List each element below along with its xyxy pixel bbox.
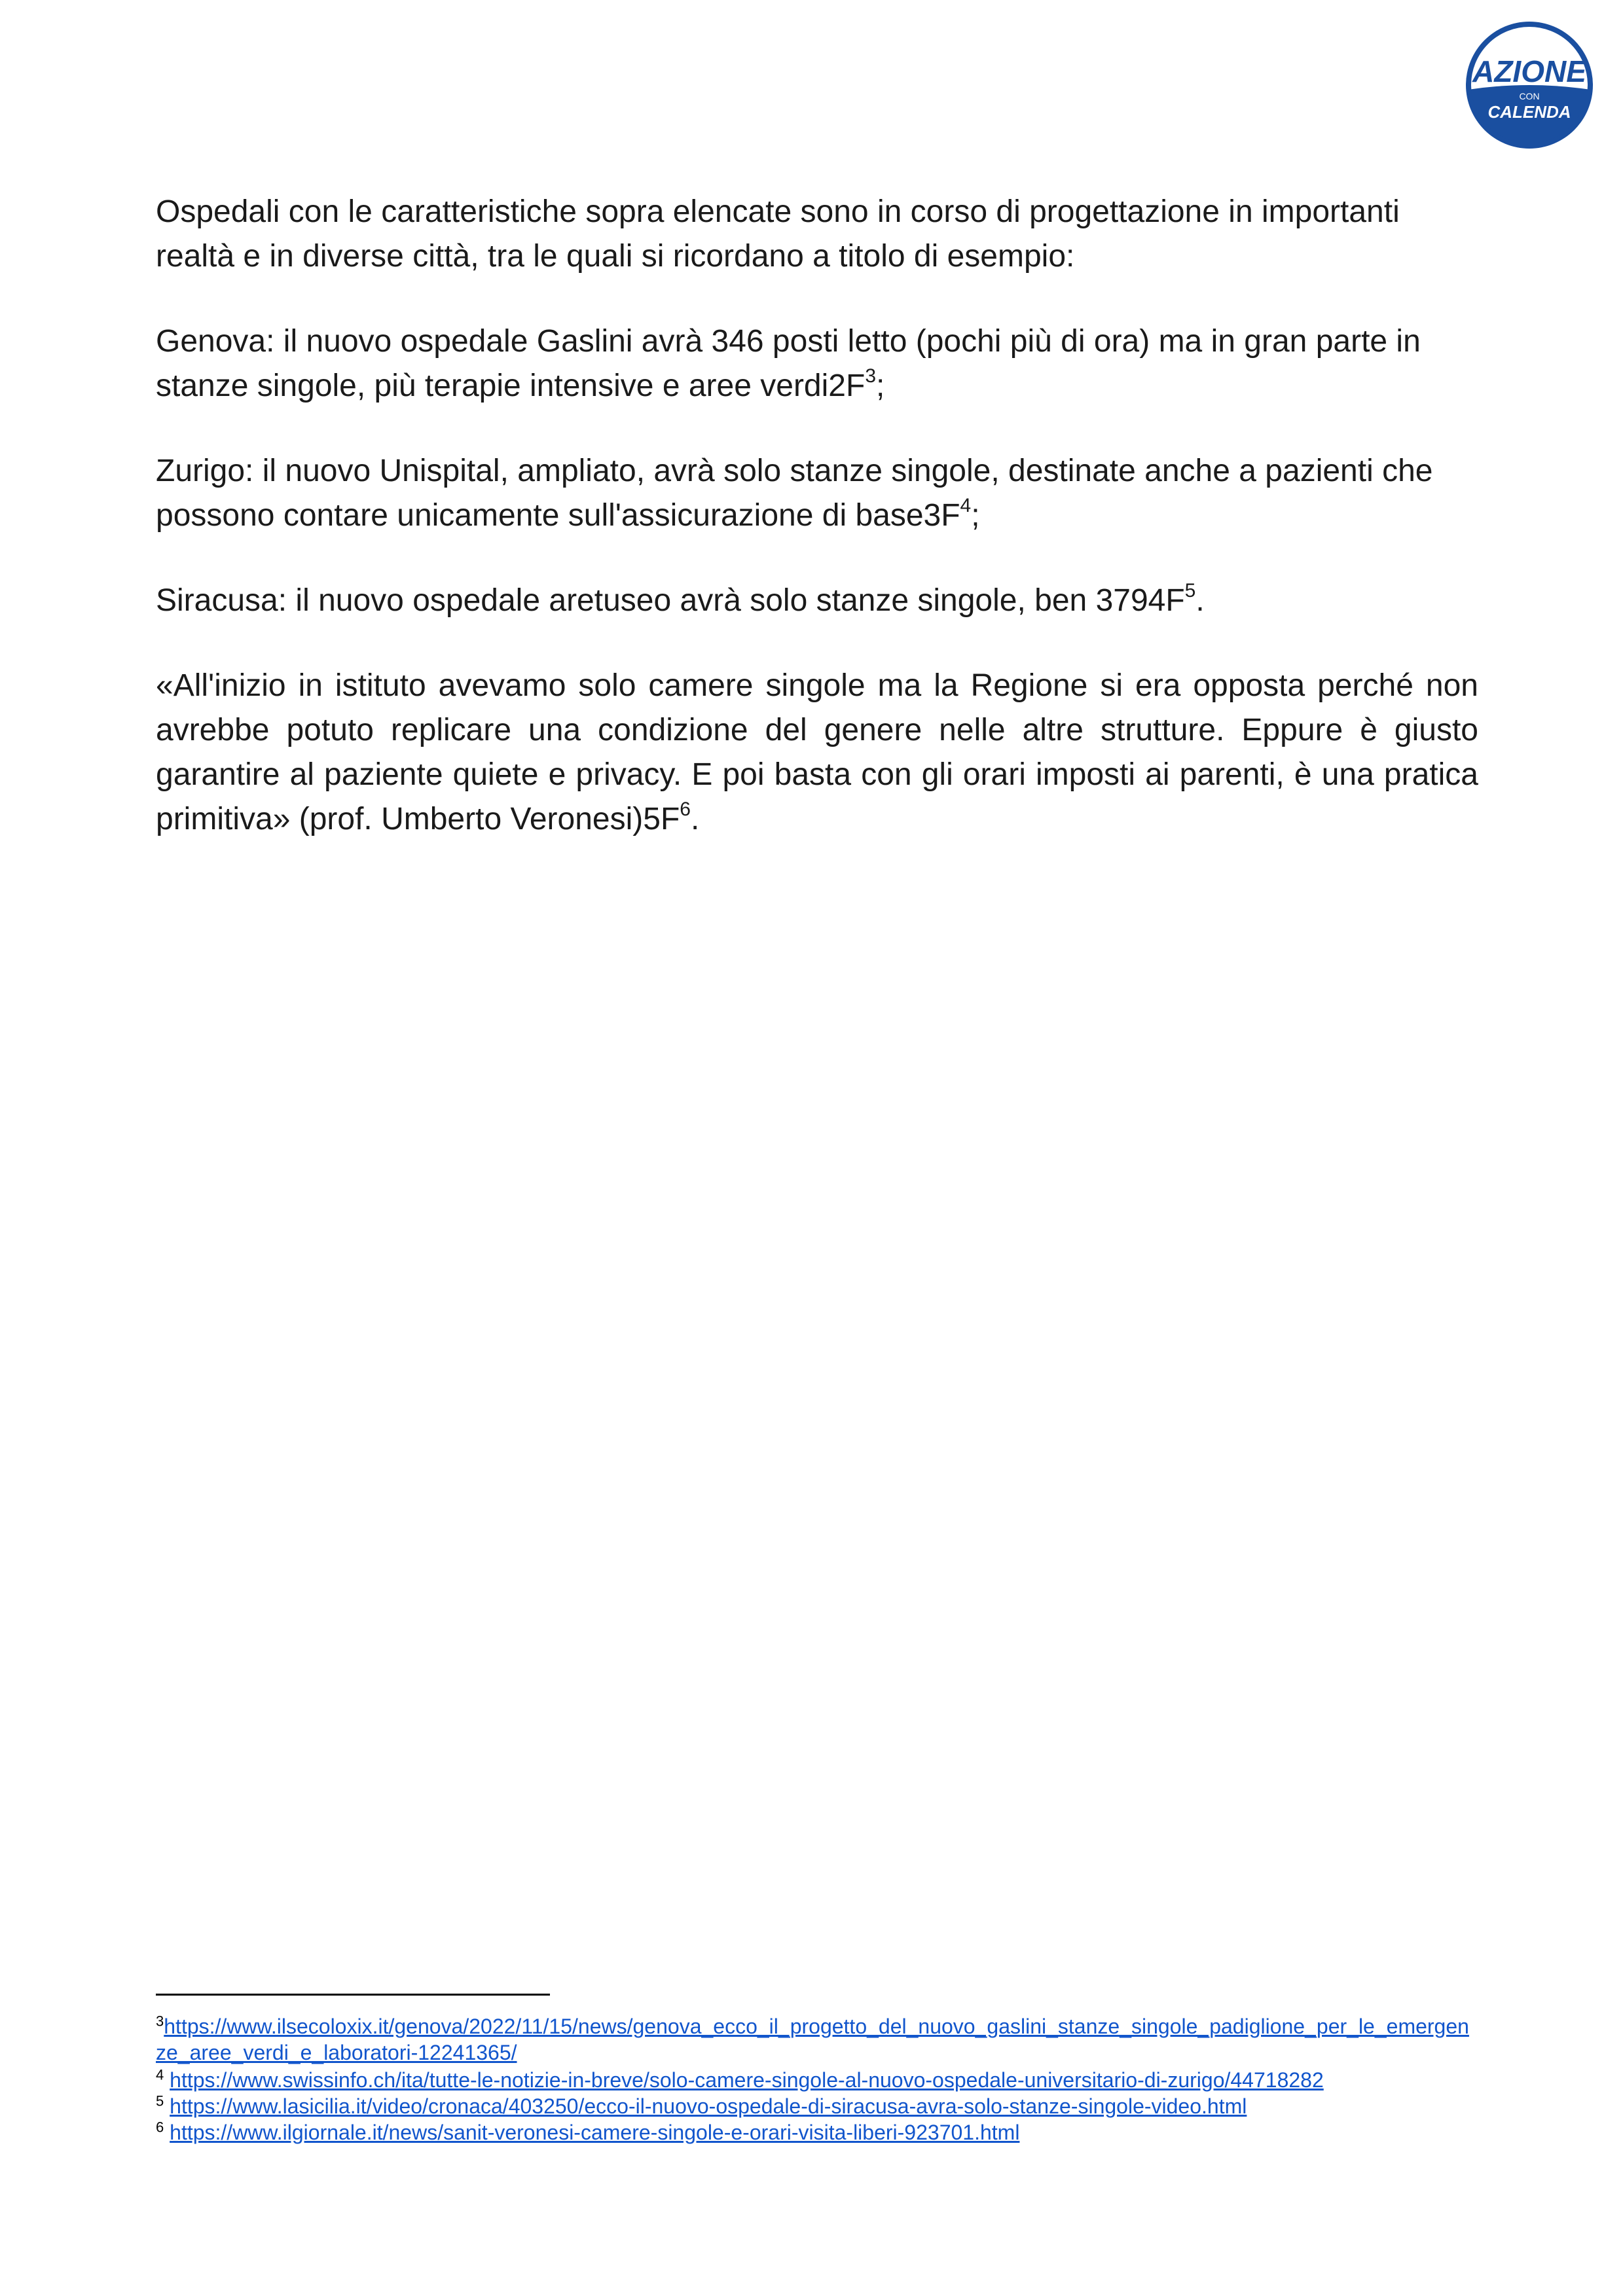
paragraph-intro: Ospedali con le caratteristiche sopra elencate sono in corso di progettazione in importanti realtà e in diverse città, tra le quali si ricordano a titolo di esempio: xyxy=(156,194,1400,274)
footnote-link[interactable]: https://www.ilsecoloxix.it/genova/2022/11/15/news/genova_ecco_il_progetto_del_nuovo_gaslini_stanze_singole_padiglione_per_le_emergenze_aree_verdi_e_laboratori-12241365/ xyxy=(156,2015,1469,2064)
footnote-link[interactable]: https://www.lasicilia.it/video/cronaca/403250/ecco-il-nuovo-ospedale-di-siracusa-avra-solo-stanze-singole-video.html xyxy=(170,2094,1247,2118)
footnote-ref-3[interactable]: 3 xyxy=(865,365,876,387)
footnote-5 xyxy=(156,2093,1478,2119)
footnote-6 xyxy=(156,2119,1478,2145)
logo-graphic xyxy=(1464,20,1595,151)
paragraph-veronesi-quote: «All'inizio in istituto avevamo solo camere singole ma la Regione si era opposta perché non avrebbe potuto replicare una condizione del genere nelle altre strutture. Eppure è giusto garantire al paziente quiete e privacy. E poi basta con gli orari imposti ai parenti, è una pratica primitiva» (prof. Umberto $Veronesi)5F^6$. xyxy=(156,668,1478,836)
logo-word-azione: AZIONE xyxy=(1472,54,1586,88)
paragraph-siracusa: Siracusa: il nuovo ospedale aretuseo avrà solo stanze singole, ben $3794F^5$. xyxy=(156,580,1205,618)
logo-word-con: CON xyxy=(1519,91,1540,101)
paragraph-zurigo: Zurigo: il nuovo Unispital, ampliato, avrà solo stanze singole, destinate anche a pazienti che possono contare unicamente sull'assicurazione di $base3F^4$; xyxy=(156,454,1433,533)
footnote-mark: 3 xyxy=(156,2013,164,2030)
footnote-link[interactable]: https://www.ilgiornale.it/news/sanit-veronesi-camere-singole-e-orari-visita-liberi-923701.html xyxy=(170,2121,1020,2144)
footnote-mark: 6 xyxy=(156,2119,164,2136)
footnote-mark: 4 xyxy=(156,2066,164,2083)
azione-calenda-logo xyxy=(1464,20,1595,151)
footnote-mark: 5 xyxy=(156,2092,164,2109)
footnote-4 xyxy=(156,2067,1478,2093)
footnote-separator xyxy=(156,1994,550,1996)
footnote-ref-5[interactable]: 5 xyxy=(1184,580,1196,601)
footnote-ref-6[interactable]: 6 xyxy=(680,798,691,820)
footnote-3 xyxy=(156,2013,1478,2066)
paragraph-genova: Genova: il nuovo ospedale Gaslini avrà 346 posti letto (pochi più di ora) ma in gran parte in stanze singole, più terapie intensive e aree $verdi2F^3$; xyxy=(156,324,1421,403)
footnote-link[interactable]: https://www.swissinfo.ch/ita/tutte-le-notizie-in-breve/solo-camere-singole-al-nuovo-ospedale-universitario-di-zurigo/44718282 xyxy=(170,2068,1324,2092)
logo-word-calenda: CALENDA xyxy=(1487,102,1571,122)
footnote-ref-4[interactable]: 4 xyxy=(960,495,972,516)
